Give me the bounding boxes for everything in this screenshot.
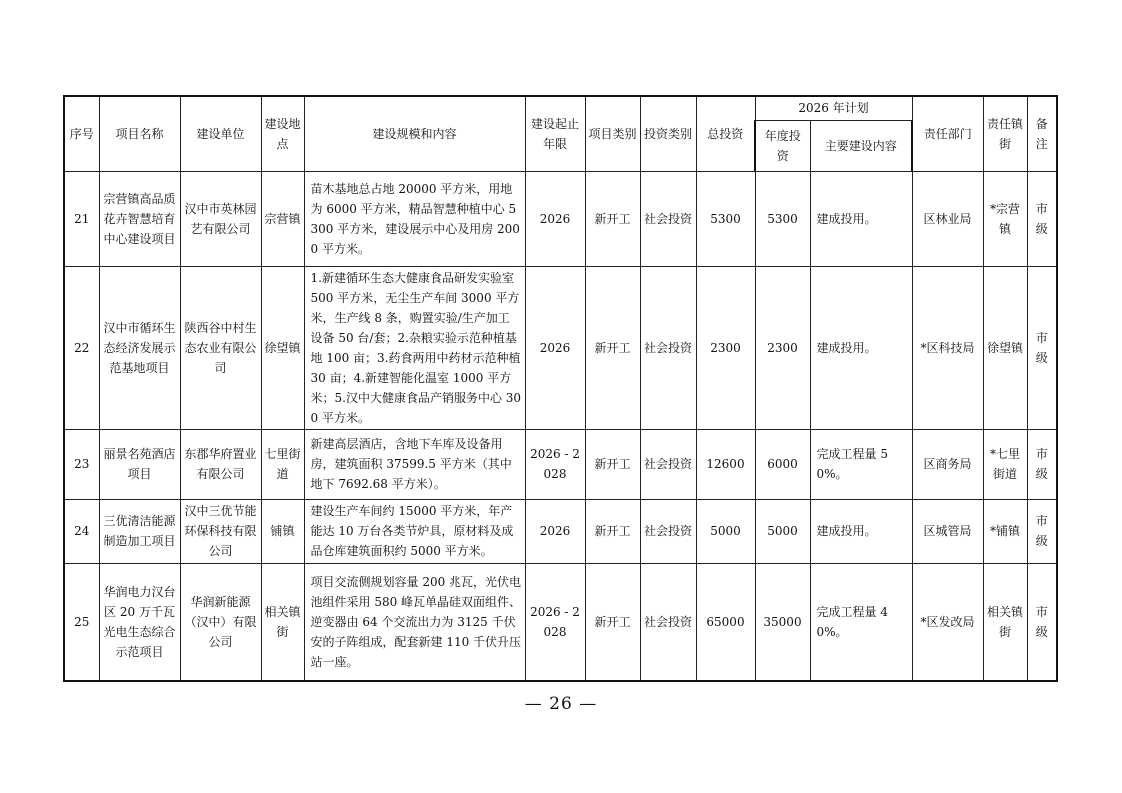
cell-location: 宗营镇 (261, 171, 304, 266)
cell-plan-content: 建成投用。 (810, 171, 912, 266)
cell-category: 新开工 (585, 266, 640, 429)
cell-location: 徐望镇 (261, 266, 304, 429)
cell-scale: 项目交流侧规划容量 200 兆瓦，光伏电池组件采用 580 峰瓦单晶硅双面组件、逆变器由 64 个交流出力为 3125 千伏安的子阵组成，配套新建 110 千伏升压站一座。 (304, 563, 525, 681)
cell-invest-type: 社会投资 (640, 499, 696, 563)
cell-scale: 苗木基地总占地 20000 平方米，用地为 6000 平方米，精品智慧种植中心 5300 平方米，建设展示中心及用房 2000 平方米。 (304, 171, 525, 266)
cell-note: 市级 (1027, 563, 1057, 681)
cell-category: 新开工 (585, 499, 640, 563)
header-unit: 建设单位 (180, 96, 261, 171)
cell-seq: 25 (64, 563, 99, 681)
cell-dept: 区林业局 (912, 171, 983, 266)
table-row (64, 499, 1057, 563)
cell-note: 市级 (1027, 429, 1057, 499)
cell-unit: 汉中三优节能环保科技有限公司 (180, 499, 261, 563)
cell-category: 新开工 (585, 171, 640, 266)
cell-category: 新开工 (585, 563, 640, 681)
header-invest-type: 投资类别 (640, 96, 696, 171)
project-table (63, 95, 1058, 682)
table-row (64, 429, 1057, 499)
cell-seq: 21 (64, 171, 99, 266)
cell-town: 徐望镇 (983, 266, 1027, 429)
cell-name: 汉中市循环生态经济发展示范基地项目 (99, 266, 180, 429)
header-total: 总投资 (696, 96, 755, 171)
cell-years: 2026 (525, 171, 585, 266)
cell-seq: 23 (64, 429, 99, 499)
header-years: 建设起止年限 (525, 96, 585, 171)
cell-scale: 建设生产车间约 15000 平方米，年产能达 10 万台各类节炉具，原材料及成品仓库建筑面积约 5000 平方米。 (304, 499, 525, 563)
header-scale: 建设规模和内容 (304, 96, 525, 171)
cell-plan-invest: 6000 (755, 429, 810, 499)
cell-dept: 区商务局 (912, 429, 983, 499)
cell-name: 三优清洁能源制造加工项目 (99, 499, 180, 563)
cell-dept: *区科技局 (912, 266, 983, 429)
cell-name: 丽景名苑酒店项目 (99, 429, 180, 499)
cell-seq: 24 (64, 499, 99, 563)
cell-years: 2026 - 2028 (525, 429, 585, 499)
table-row (64, 563, 1057, 681)
cell-invest-type: 社会投资 (640, 429, 696, 499)
cell-category: 新开工 (585, 429, 640, 499)
cell-unit: 陕西谷中村生态农业有限公司 (180, 266, 261, 429)
cell-name: 宗营镇高品质花卉智慧培育中心建设项目 (99, 171, 180, 266)
cell-scale: 1.新建循环生态大健康食品研发实验室 500 平方米，无尘生产车间 3000 平方米，生产线 8 条，购置实验/生产加工设备 50 台/套；2.杂粮实验示范种植基地 100 亩；3.药食两用中药材示范种植 30 亩；4.新建智能化温室 1000 平方米；5.汉中大健康食品产销服务中心 300 平方米。 (304, 266, 525, 429)
header-location: 建设地点 (261, 96, 304, 171)
table-row (64, 266, 1057, 429)
cell-unit: 汉中市英林园艺有限公司 (180, 171, 261, 266)
cell-total: 5000 (696, 499, 755, 563)
cell-invest-type: 社会投资 (640, 171, 696, 266)
cell-town: 相关镇街 (983, 563, 1027, 681)
cell-town: *铺镇 (983, 499, 1027, 563)
cell-plan-invest: 5300 (755, 171, 810, 266)
cell-note: 市级 (1027, 171, 1057, 266)
cell-total: 2300 (696, 266, 755, 429)
cell-town: *宗营镇 (983, 171, 1027, 266)
cell-name: 华润电力汉台区 20 万千瓦光电生态综合示范项目 (99, 563, 180, 681)
cell-note: 市级 (1027, 499, 1057, 563)
header-town: 责任镇街 (983, 96, 1027, 171)
cell-plan-content: 完成工程量 40%。 (810, 563, 912, 681)
cell-years: 2026 - 2028 (525, 563, 585, 681)
cell-total: 12600 (696, 429, 755, 499)
cell-dept: *区发改局 (912, 563, 983, 681)
header-name: 项目名称 (99, 96, 180, 171)
cell-note: 市级 (1027, 266, 1057, 429)
table-row (64, 171, 1057, 266)
cell-dept: 区城管局 (912, 499, 983, 563)
header-seq: 序号 (64, 96, 99, 171)
cell-total: 5300 (696, 171, 755, 266)
cell-plan-invest: 5000 (755, 499, 810, 563)
cell-invest-type: 社会投资 (640, 266, 696, 429)
cell-location: 相关镇街 (261, 563, 304, 681)
cell-location: 铺镇 (261, 499, 304, 563)
table-header-row (64, 96, 1057, 120)
cell-seq: 22 (64, 266, 99, 429)
cell-plan-content: 建成投用。 (810, 499, 912, 563)
cell-location: 七里街道 (261, 429, 304, 499)
header-note: 备注 (1027, 96, 1057, 171)
header-category: 项目类别 (585, 96, 640, 171)
header-plan-invest: 年度投资 (755, 120, 810, 171)
cell-years: 2026 (525, 266, 585, 429)
cell-total: 65000 (696, 563, 755, 681)
cell-invest-type: 社会投资 (640, 563, 696, 681)
cell-town: *七里街道 (983, 429, 1027, 499)
cell-unit: 东郡华府置业有限公司 (180, 429, 261, 499)
cell-plan-content: 完成工程量 50%。 (810, 429, 912, 499)
header-plan-group: 2026 年计划 (755, 96, 912, 120)
header-plan-content: 主要建设内容 (810, 120, 912, 171)
cell-unit: 华润新能源（汉中）有限公司 (180, 563, 261, 681)
cell-years: 2026 (525, 499, 585, 563)
header-dept: 责任部门 (912, 96, 983, 171)
page-number: — 26 — (524, 694, 598, 714)
cell-scale: 新建高层酒店，含地下车库及设备用房，建筑面积 37599.5 平方米（其中地下 7692.68 平方米）。 (304, 429, 525, 499)
cell-plan-content: 建成投用。 (810, 266, 912, 429)
cell-plan-invest: 35000 (755, 563, 810, 681)
cell-plan-invest: 2300 (755, 266, 810, 429)
